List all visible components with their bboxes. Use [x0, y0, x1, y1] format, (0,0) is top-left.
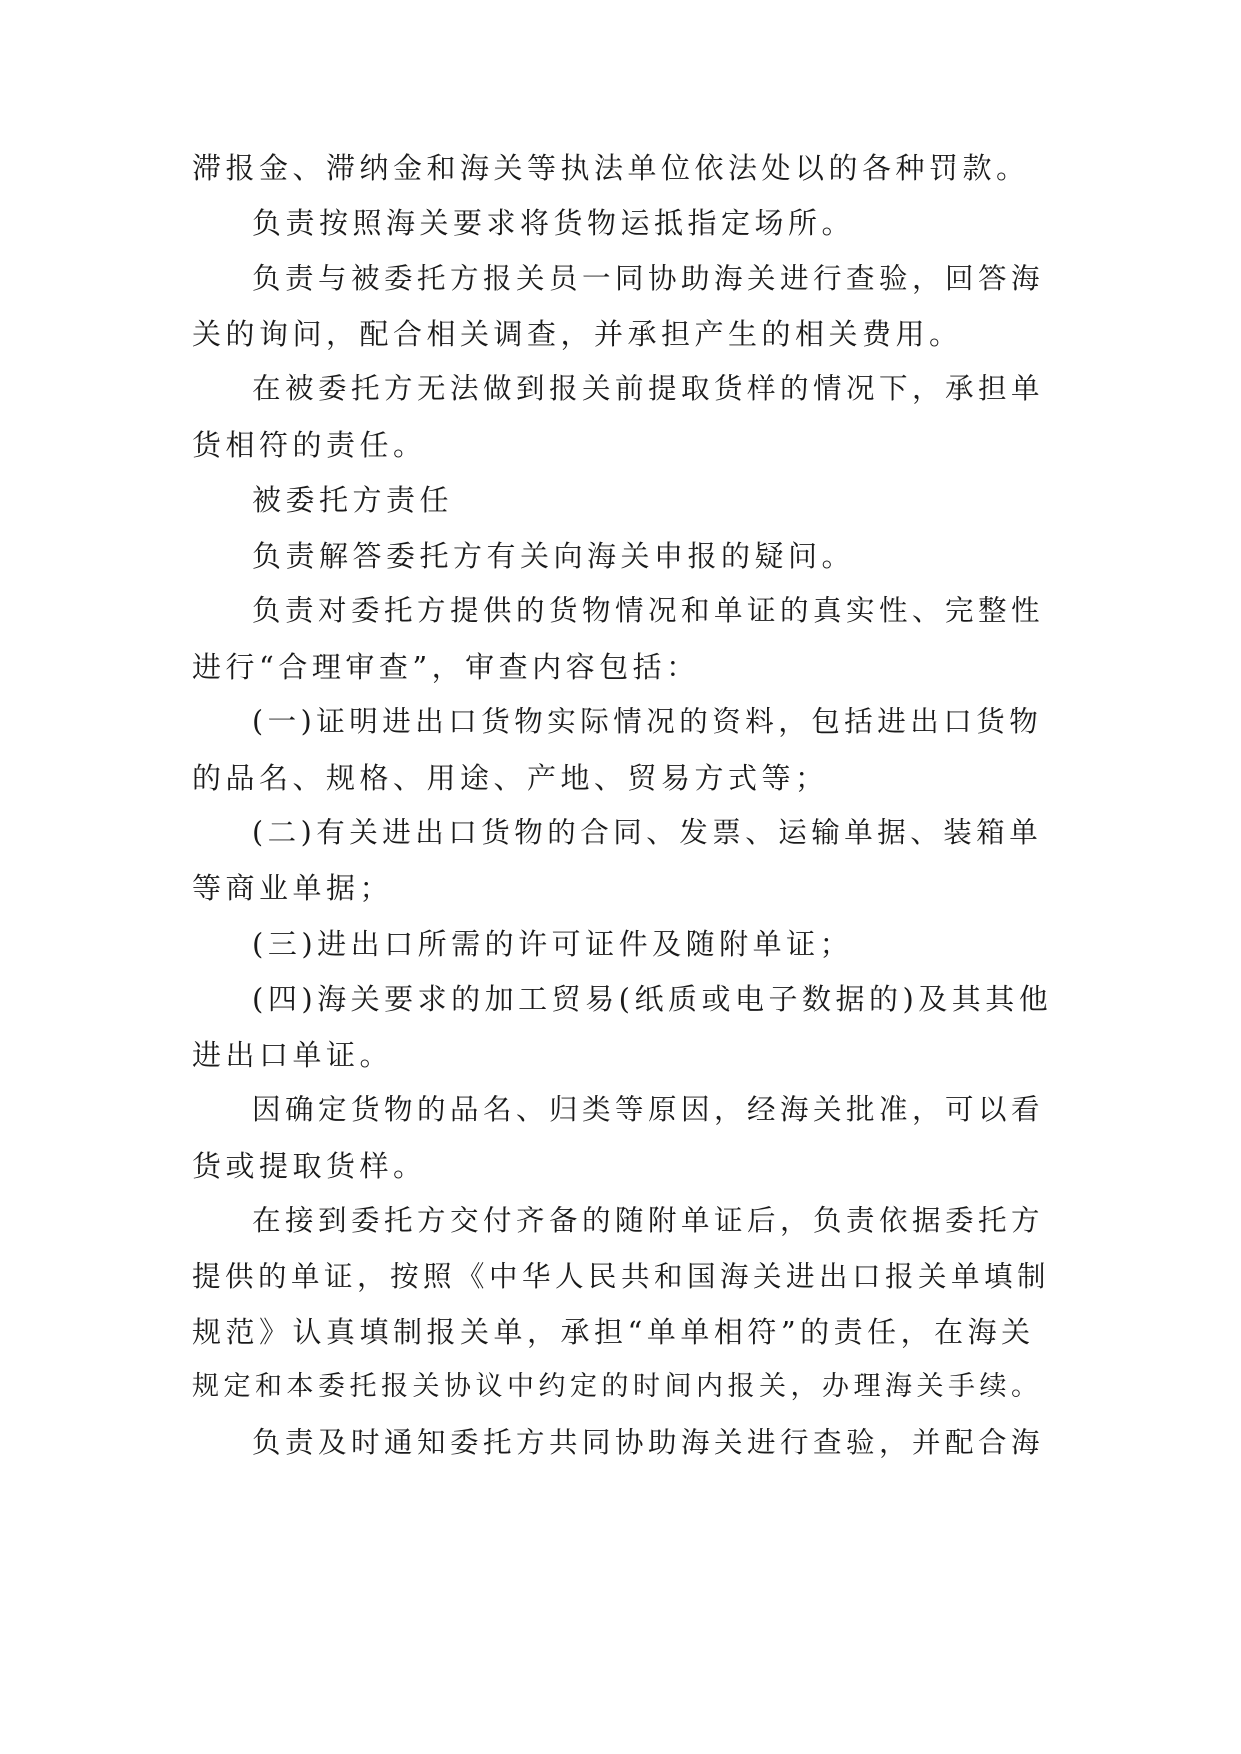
list-item: (三)进出口所需的许可证件及随附单证； [252, 927, 854, 961]
text-line: 的品名、规格、用途、产地、贸易方式等； [192, 761, 829, 795]
text-line: 负责及时通知委托方共同协助海关进行查验，并配合海 [252, 1426, 1045, 1459]
text-line: 负责按照海关要求将货物运抵指定场所。 [252, 206, 856, 240]
text-line: 负责解答委托方有关向海关申报的疑问。 [252, 539, 856, 573]
list-item: (二)有关进出口货物的合同、发票、运输单据、装箱单 [252, 816, 1043, 849]
text-line: 规定和本委托报关协议中约定的时间内报关，办理海关手续。 [192, 1371, 1043, 1402]
text-line: 货相符的责任。 [192, 428, 427, 462]
text-line: 负责对委托方提供的货物情况和单证的真实性、完整性 [252, 594, 1045, 627]
text-line: 关的询问，配合相关调查，并承担产生的相关费用。 [192, 317, 963, 351]
text-line: 提供的单证，按照《中华人民共和国海关进出口报关单填制 [192, 1260, 1051, 1293]
text-line: 进行“合理审查”，审查内容包括： [192, 650, 700, 684]
text-line: 在被委托方无法做到报关前提取货样的情况下，承担单 [252, 372, 1045, 405]
text-line: 规范》认真填制报关单，承担“单单相符”的责任，在海关 [192, 1315, 1035, 1349]
text-line: 滞报金、滞纳金和海关等执法单位依法处以的各种罚款。 [192, 151, 1030, 185]
list-item: (四)海关要求的加工贸易(纸质或电子数据的)及其其他 [252, 982, 1052, 1016]
text-line: 因确定货物的品名、归类等原因，经海关批准，可以看 [252, 1093, 1045, 1126]
text-line: 等商业单据； [192, 871, 394, 905]
text-line: 负责与被委托方报关员一同协助海关进行查验，回答海 [252, 262, 1045, 295]
section-heading: 被委托方责任 [252, 483, 454, 517]
list-item: (一)证明进出口货物实际情况的资料，包括进出口货物 [252, 705, 1043, 738]
text-line: 进出口单证。 [192, 1038, 394, 1072]
text-line: 在接到委托方交付齐备的随附单证后，负责依据委托方 [252, 1204, 1045, 1237]
text-line: 货或提取货样。 [192, 1149, 427, 1183]
